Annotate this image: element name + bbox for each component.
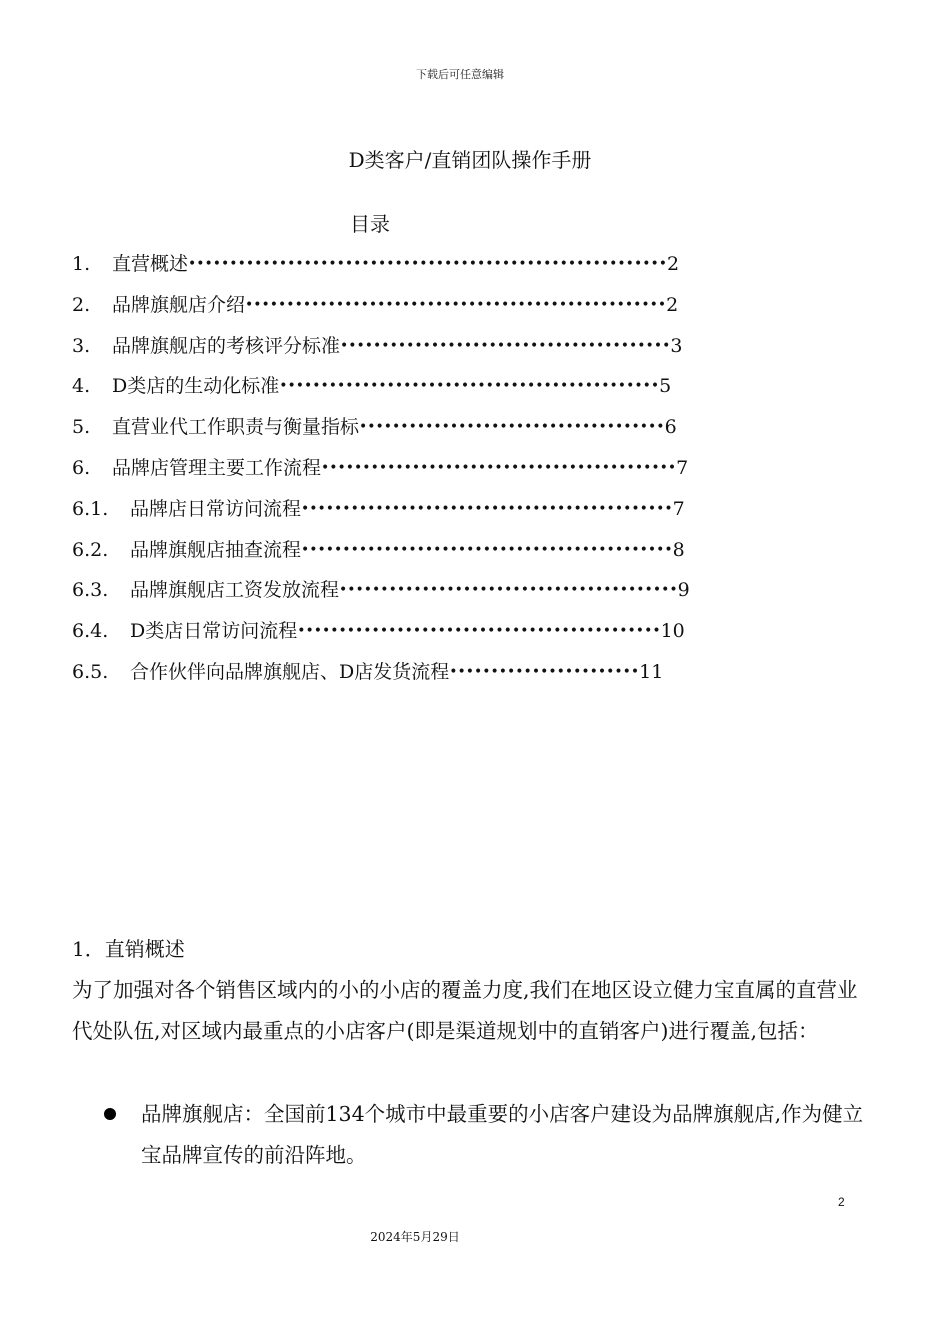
bullet-item (104, 1094, 864, 1175)
toc-entry-label: 品牌旗舰店的考核评分标准 (112, 334, 341, 357)
toc-entry-leader: •••••••••••••••••••••••••••••••••••••••••••••••••••••••••• (188, 256, 667, 272)
body-paragraph: 为了加强对各个销售区域内的小的小店的覆盖力度,我们在地区设立健力宝直属的直营业代处队伍,对区域内最重点的小店客户(即是渠道规划中的直销客户)进行覆盖,包括： (72, 978, 858, 1043)
toc-entry-leader: ••••••••••••••••••••••••••••••••••••••••••••• (301, 541, 673, 558)
toc-entry-label: 品牌店日常访问流程 (130, 497, 302, 520)
toc-entry-page: 2 (666, 253, 680, 275)
footer-date: 2024年5月29日 (370, 1230, 460, 1244)
toc-entry-page: 5 (659, 375, 672, 398)
toc-entry-page: 7 (672, 497, 685, 520)
toc-entry-label: 品牌旗舰店抽查流程 (130, 538, 302, 561)
document-title: D类客户/直销团队操作手册 (348, 148, 592, 172)
toc-entry[interactable] (72, 366, 772, 407)
toc-entry-leader: •••••••••••••••••••••••••••••••••••••••••••••• (279, 378, 660, 395)
toc-entry-page: 6 (664, 416, 677, 439)
toc-entry-leader: •••••••••••••••••••••••••••••••••••••••• (340, 337, 671, 354)
toc-entry-number: 6.1. (72, 497, 109, 520)
toc-subentry[interactable] (72, 652, 772, 693)
toc-entry-number: 6.4. (72, 620, 109, 643)
toc-entry[interactable] (72, 285, 772, 326)
toc-entry-label: 品牌店管理主要工作流程 (112, 456, 322, 479)
page-number: 2 (838, 1195, 845, 1209)
toc-entry[interactable] (72, 326, 772, 367)
toc-entry-leader: •••••••••••••••••••••••••••••••••••••••••••• (297, 623, 661, 640)
toc-entry[interactable] (72, 407, 772, 448)
toc-entry-number: 4. (72, 375, 91, 398)
toc-entry-number: 2. (72, 293, 91, 316)
toc-entry-number: 3. (72, 334, 91, 357)
toc-entry-leader: ••••••••••••••••••••••••••••••••••••••••••••••••••• (245, 296, 667, 313)
toc-entry-number: 5. (72, 416, 91, 439)
toc-entry-leader: ••••••••••••••••••••••••••••••••••••••••••••• (301, 500, 673, 517)
toc-entry-page: 11 (639, 660, 664, 683)
toc-entry[interactable] (72, 244, 772, 285)
toc-subentry[interactable] (72, 570, 772, 611)
toc-entry-label: D类店日常访问流程 (130, 620, 298, 643)
toc-subentry[interactable] (72, 489, 772, 530)
toc-entry-leader: ••••••••••••••••••••••••••••••••••••••••• (339, 582, 678, 599)
toc-entry-label: D类店的生动化标准 (112, 375, 280, 398)
toc-entry-label: 直营概述 (112, 253, 189, 275)
bullet-text: 品牌旗舰店：全国前134个城市中最重要的小店客户建设为品牌旗舰店,作为健立宝品牌宣传的前沿阵地。 (141, 1102, 864, 1167)
toc-entry-number: 1. (72, 253, 91, 275)
toc-entry-label: 品牌旗舰店工资发放流程 (130, 579, 340, 602)
toc-entry-page: 2 (666, 293, 679, 316)
toc-entry-page: 8 (672, 538, 685, 561)
toc-entry-number: 6.3. (72, 579, 109, 602)
toc-entry-leader: ••••••••••••••••••••••• (449, 663, 640, 680)
toc-entry[interactable] (72, 448, 772, 489)
header-note: 下载后可任意编辑 (416, 68, 504, 81)
toc-heading: 目录 (350, 212, 390, 236)
toc-entry-number: 6.2. (72, 538, 109, 561)
toc-entry-page: 7 (676, 456, 689, 479)
toc-entry-label: 合作伙伴向品牌旗舰店、D店发货流程 (130, 660, 450, 683)
toc-entry-number: 6. (72, 456, 91, 479)
toc-entry-leader: ••••••••••••••••••••••••••••••••••••••••••• (321, 459, 677, 476)
section-heading: 1．直销概述 (72, 937, 185, 961)
table-of-contents (72, 244, 772, 693)
toc-entry-label: 直营业代工作职责与衡量指标 (112, 416, 360, 439)
toc-entry-page: 10 (660, 620, 685, 643)
toc-subentry[interactable] (72, 611, 772, 652)
toc-entry-label: 品牌旗舰店介绍 (112, 293, 246, 316)
toc-entry-page: 9 (677, 579, 690, 602)
toc-entry-leader: ••••••••••••••••••••••••••••••••••••• (359, 419, 665, 436)
toc-entry-number: 6.5. (72, 660, 109, 683)
toc-subentry[interactable] (72, 530, 772, 571)
toc-entry-page: 3 (670, 334, 683, 357)
bullet-icon (104, 1108, 116, 1120)
